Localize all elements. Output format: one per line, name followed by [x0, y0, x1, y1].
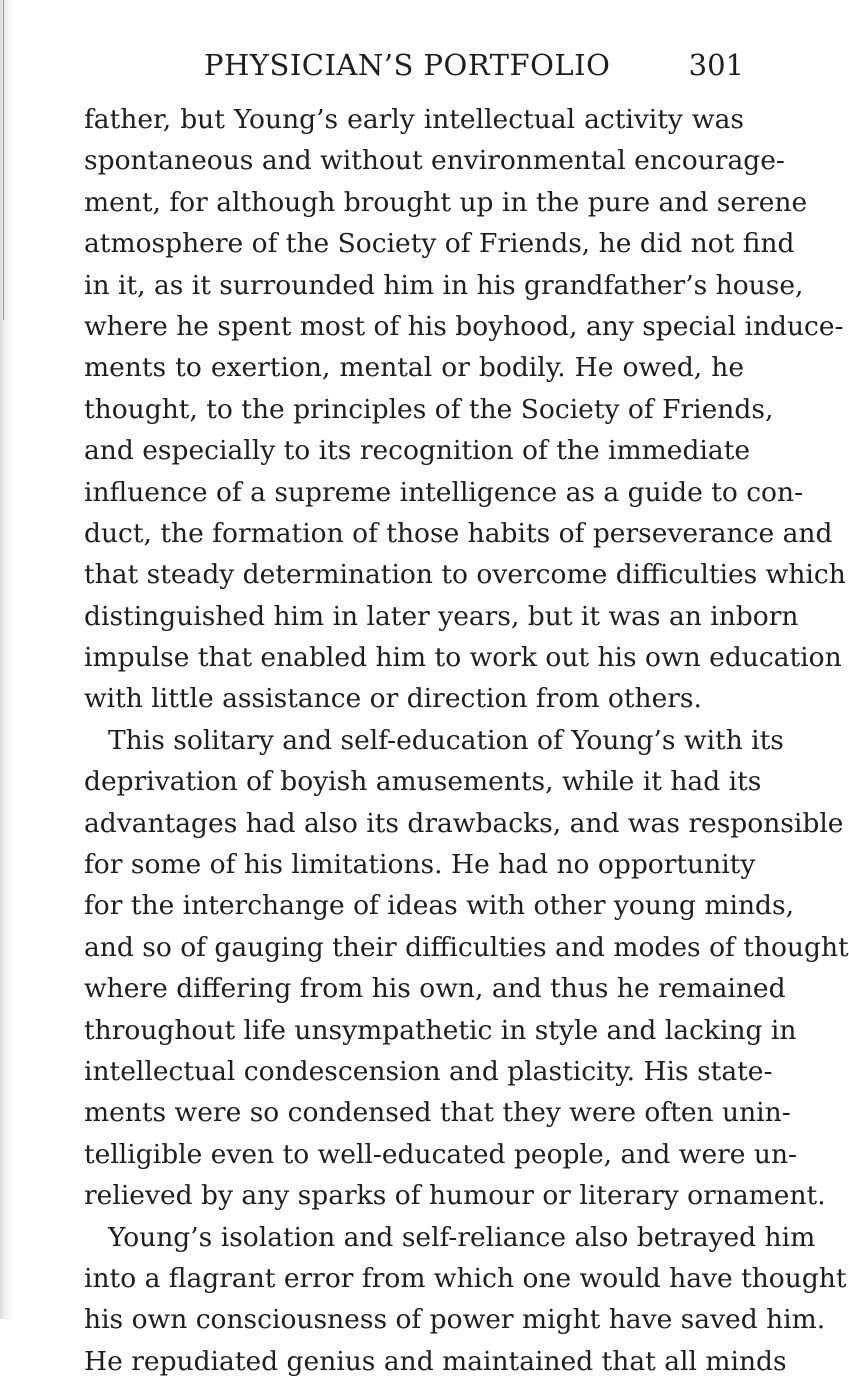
- text-line: for some of his limitations. He had no opportunity: [84, 849, 756, 881]
- text-line: where differing from his own, and thus he remained: [84, 973, 786, 1005]
- text-line: father, but Young’s early intellectual activity was: [84, 104, 744, 135]
- running-head: [84, 44, 744, 94]
- text-line: advantages had also its drawbacks, and was responsible: [84, 807, 844, 839]
- text-line: where he spent most of his boyhood, any special induce-: [84, 310, 844, 342]
- text-line: duct, the formation of those habits of perseverance and: [84, 517, 833, 549]
- text-line: influence of a supreme intelligence as a guide to con-: [84, 476, 804, 508]
- text-line: atmosphere of the Society of Friends, he did not find: [84, 228, 795, 260]
- text-line: and so of gauging their difficulties and modes of thought: [84, 931, 849, 963]
- text-line: intellectual condescension and plasticity. His state-: [84, 1055, 773, 1087]
- text-line: for the interchange of ideas with other young minds,: [84, 890, 795, 922]
- text-line: relieved by any sparks of humour or literary ornament.: [84, 1180, 826, 1212]
- text-line-indented: Young’s isolation and self-reliance also betrayed him: [108, 1221, 816, 1253]
- text-line: distinguished him in later years, but it was an inborn: [84, 600, 799, 632]
- text-line: throughout life unsympathetic in style and lacking in: [84, 1014, 797, 1046]
- text-line: ments to exertion, mental or bodily. He owed, he: [84, 352, 744, 384]
- running-head-title: PHYSICIAN’S PORTFOLIO: [204, 48, 611, 82]
- text-line: thought, to the principles of the Society of Friends,: [84, 393, 774, 425]
- body-text: [84, 99, 849, 1382]
- text-line: telligible even to well-educated people, and were un-: [84, 1138, 797, 1170]
- text-line: that steady determination to overcome difficulties which: [84, 559, 846, 591]
- text-line: deprivation of boyish amusements, while it had its: [84, 766, 762, 798]
- text-line: into a flagrant error from which one would have thought: [84, 1262, 847, 1294]
- text-line-paragraph-end: with little assistance or direction from others.: [84, 683, 702, 715]
- text-line: ments were so condensed that they were often unin-: [84, 1097, 791, 1129]
- page-number: 301: [688, 48, 744, 82]
- text-line: in it, as it surrounded him in his grandfather’s house,: [84, 269, 804, 301]
- text-line-paragraph-start: This solitary and self-education of Young’s with its: [108, 724, 784, 756]
- text-line: ment, for although brought up in the pure and serene: [84, 186, 808, 218]
- text-line: spontaneous and without environmental encourage-: [84, 145, 785, 177]
- text-line: his own consciousness of power might have saved him.: [84, 1304, 826, 1336]
- text-line: impulse that enabled him to work out his own education: [84, 642, 842, 674]
- text-line: He repudiated genius and maintained that all minds: [84, 1345, 787, 1377]
- text-line: and especially to its recognition of the immediate: [84, 435, 751, 467]
- page-gutter-edge: [3, 0, 4, 320]
